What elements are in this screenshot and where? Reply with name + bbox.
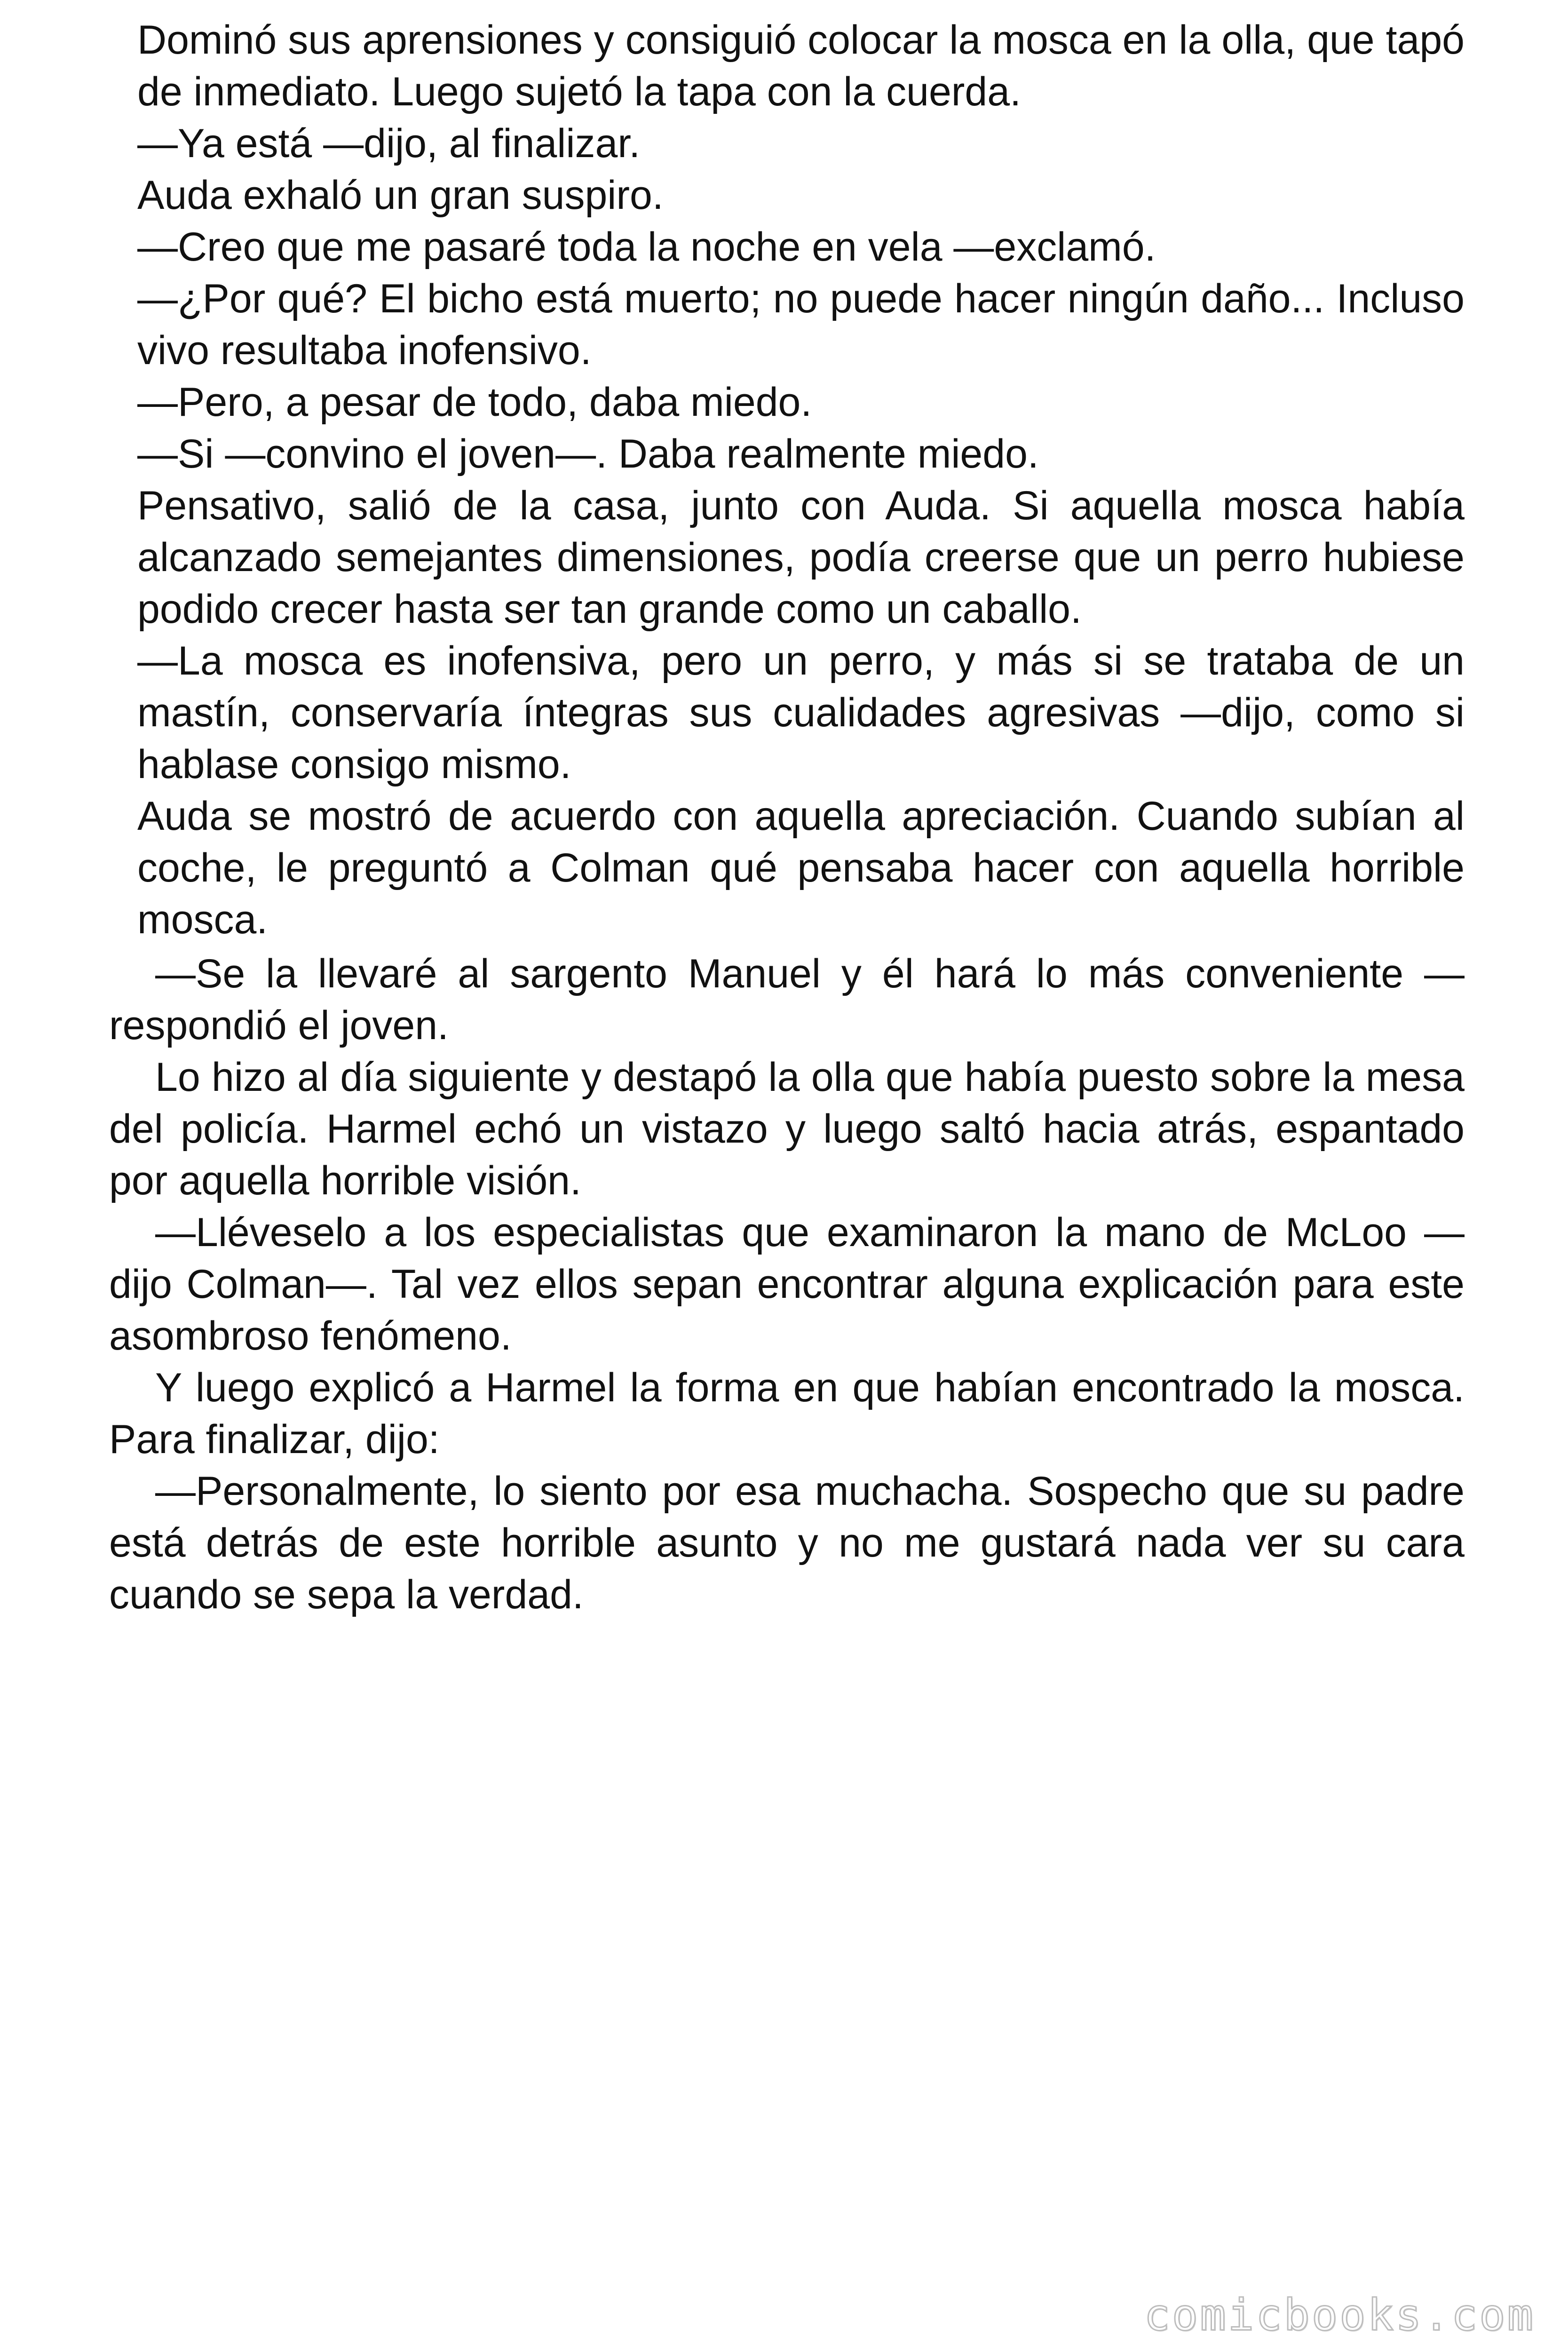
paragraph: Lo hizo al día siguiente y destapó la olla que había puesto sobre la mesa del policía. Harmel echó un vistazo y luego saltó hacia atrás, espantado por aquella horrible visión. [109,1055,1465,1203]
paragraph: Dominó sus aprensiones y consiguió colocar la mosca en la olla, que tapó de inmediato. Luego sujetó la tapa con la cuerda. [137,17,1465,114]
paragraph: —Pero, a pesar de todo, daba miedo. [137,380,812,425]
text-block-indented [137,14,1465,946]
paragraph: Y luego explicó a Harmel la forma en que habían encontrado la mosca. Para finalizar, dijo: [109,1365,1465,1462]
paragraph: —Lléveselo a los especialistas que examinaron la mano de McLoo —dijo Colman—. Tal vez ellos sepan encontrar alguna explicación para este asombroso fenómeno. [109,1210,1465,1359]
paragraph: Auda exhaló un gran suspiro. [137,173,664,218]
paragraph: —Ya está —dijo, al finalizar. [137,121,641,166]
paragraph: —La mosca es inofensiva, pero un perro, y más si se trataba de un mastín, conservaría íntegras sus cualidades agresivas —dijo, como si hablase consigo mismo. [137,638,1465,787]
paragraph: Pensativo, salió de la casa, junto con Auda. Si aquella mosca había alcanzado semejantes dimensiones, podía creerse que un perro hubiese podido crecer hasta ser tan grande como un caballo. [137,483,1465,632]
paragraph: Auda se mostró de acuerdo con aquella apreciación. Cuando subían al coche, le preguntó a Colman qué pensaba hacer con aquella horrible mosca. [137,794,1465,942]
paragraph: —Creo que me pasaré toda la noche en vela —exclamó. [137,224,1156,270]
text-block-normal [109,948,1465,1621]
paragraph: —Personalmente, lo siento por esa muchacha. Sospecho que su padre está detrás de este horrible asunto y no me gustará nada ver su cara cuando se sepa la verdad. [109,1469,1465,1617]
paragraph: —Se la llevaré al sargento Manuel y él hará lo más conveniente —respondió el joven. [109,951,1465,1048]
paragraph: —¿Por qué? El bicho está muerto; no puede hacer ningún daño... Incluso vivo resultaba inofensivo. [137,276,1465,373]
paragraph: —Si —convino el joven—. Daba realmente miedo. [137,431,1039,477]
watermark: comicbooks.com [1144,2290,1535,2340]
